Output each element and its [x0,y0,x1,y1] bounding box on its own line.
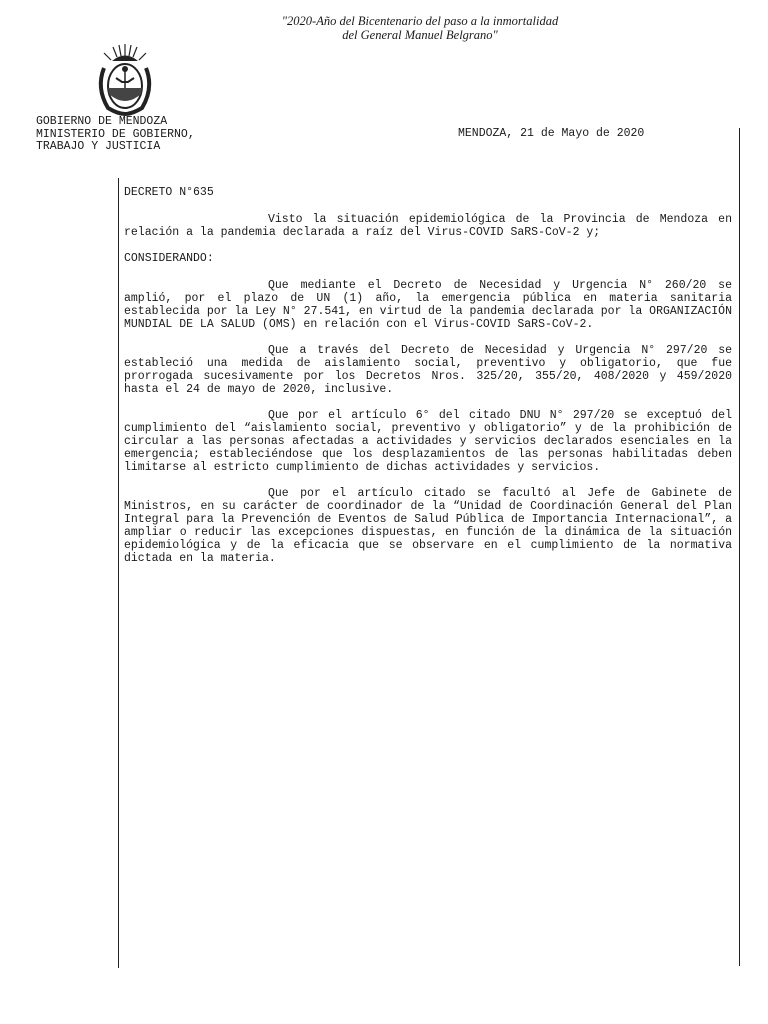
decree-number: DECRETO N°635 [124,186,214,199]
dateline: MENDOZA, 21 de Mayo de 2020 [458,127,645,140]
considerando-heading: CONSIDERANDO: [124,252,214,265]
considerando-paragraph: Que mediante el Decreto de Necesidad y Urgencia N° 260/20 se amplió, por el plazo de UN (1) año, la emergencia pública en materia sanitaria establecida por la Ley N° 27.541, en virtud de la pandemia declarada por la ORGANIZACIÓN MUNDIAL DE LA SALUD (OMS) en relación con el Virus-COVID SaRS-CoV-2. [124,279,732,331]
coat-of-arms-icon [92,42,158,118]
visto-paragraph: Visto la situación epidemiológica de la Provincia de Mendoza en relación a la pandemia declarada a raíz del Virus-COVID SaRS-CoV-2 y; [124,213,732,239]
motto-line-2: del General Manuel Belgrano" [342,28,498,42]
header-motto [200,14,640,42]
org-line-2: MINISTERIO DE GOBIERNO, [36,127,195,141]
left-margin-rule [118,178,119,968]
issuing-organization [36,116,195,154]
org-line-1: GOBIERNO DE MENDOZA [36,115,168,128]
org-line-3: TRABAJO Y JUSTICIA [36,140,161,153]
considerando-paragraph: Que a través del Decreto de Necesidad y Urgencia N° 297/20 se estableció una medida de aislamiento social, preventivo y obligatorio, que fue prorrogada sucesivamente por los Decretos Nros. 325/20, 355/20, 408/2020 y 459/2020 hasta el 24 de mayo de 2020, inclusive. [124,344,732,396]
motto-line-1: "2020-Año del Bicentenario del paso a la inmortalidad [281,14,559,28]
considerando-paragraph: Que por el artículo 6° del citado DNU N° 297/20 se exceptuó del cumplimiento del “aislamiento social, preventivo y obligatorio” y de la prohibición de circular a las personas afectadas a actividades y servicios declarados esenciales en la emergencia; estableciéndose que los desplazamientos de las personas habilitadas deben limitarse al estricto cumplimiento de dichas actividades y servicios. [124,409,732,474]
right-margin-rule [739,128,740,966]
decree-body [124,186,732,578]
considerando-paragraph: Que por el artículo citado se facultó al Jefe de Gabinete de Ministros, en su carácter de coordinador de la “Unidad de Coordinación General del Plan Integral para la Prevención de Eventos de Salud Pública de Importancia Internacional”, a ampliar o reducir las excepciones dispuestas, en función de la dinámica de la situación epidemiológica y de la eficacia que se observare en el cumplimiento de la normativa dictada en la materia. [124,487,732,565]
